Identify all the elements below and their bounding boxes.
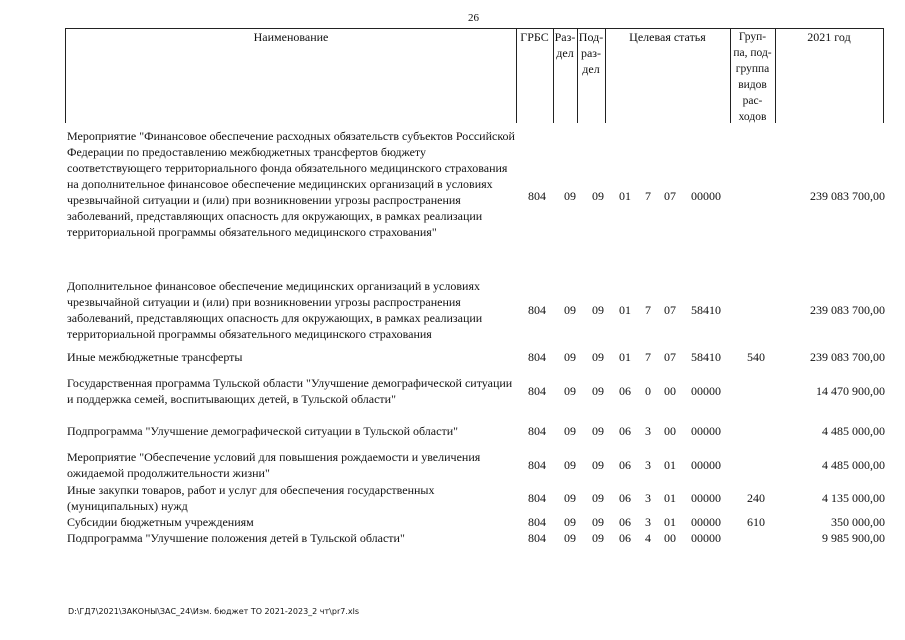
row-pr: 09 [592, 303, 604, 317]
row-t4: 00000 [691, 189, 721, 203]
row-grbs: 804 [528, 515, 546, 529]
row-t4: 00000 [691, 531, 721, 545]
row-t2: 7 [645, 189, 651, 203]
row-t3: 07 [664, 303, 676, 317]
row-t4: 58410 [691, 303, 721, 317]
row-amount: 239 083 700,00 [810, 303, 885, 317]
row-grbs: 804 [528, 491, 546, 505]
row-rz: 09 [564, 531, 576, 545]
row-rz: 09 [564, 350, 576, 364]
row-t2: 3 [645, 424, 651, 438]
row-t2: 3 [645, 491, 651, 505]
row-t2: 3 [645, 458, 651, 472]
row-grbs: 804 [528, 189, 546, 203]
row-t1: 06 [619, 531, 631, 545]
row-rz: 09 [564, 491, 576, 505]
row-t3: 00 [664, 531, 676, 545]
row-amount: 14 470 900,00 [816, 384, 885, 398]
row-grbs: 804 [528, 303, 546, 317]
header-name: Наименование [66, 29, 517, 123]
header-podrazdel: Под- раз- дел [577, 29, 606, 123]
footer-file-path: D:\ГД7\2021\ЗАКОНЫ\ЗАС_24\Изм. бюджет ТО 2021-2023_2 чт\pr7.xls [68, 607, 359, 616]
row-t3: 01 [664, 515, 676, 529]
header-group: Груп- па, под- группа видов рас- ходов [730, 29, 776, 123]
row-amount: 239 083 700,00 [810, 189, 885, 203]
row-pr: 09 [592, 384, 604, 398]
row-amount: 4 485 000,00 [822, 424, 885, 438]
row-t3: 01 [664, 458, 676, 472]
row-name: Иные межбюджетные трансферты [67, 350, 243, 364]
row-rz: 09 [564, 515, 576, 529]
row-t3: 00 [664, 384, 676, 398]
row-name: Иные закупки товаров, работ и услуг для обеспечения государственных (муниципальных) нужд [67, 483, 435, 513]
row-t2: 0 [645, 384, 651, 398]
row-name: Подпрограмма "Улучшение положения детей в Тульской области" [67, 531, 405, 545]
row-t4: 00000 [691, 458, 721, 472]
row-amount: 350 000,00 [831, 515, 885, 529]
row-grbs: 804 [528, 531, 546, 545]
row-t1: 06 [619, 424, 631, 438]
row-t3: 01 [664, 491, 676, 505]
row-t4: 58410 [691, 350, 721, 364]
row-amount: 9 985 900,00 [822, 531, 885, 545]
row-grbs: 804 [528, 350, 546, 364]
row-t1: 06 [619, 384, 631, 398]
row-t2: 7 [645, 350, 651, 364]
row-rz: 09 [564, 303, 576, 317]
table-header [65, 28, 884, 123]
row-t4: 00000 [691, 491, 721, 505]
row-vr: 240 [747, 491, 765, 505]
row-name: Подпрограмма "Улучшение демографической ситуации в Тульской области" [67, 424, 459, 438]
row-rz: 09 [564, 458, 576, 472]
row-t2: 4 [645, 531, 651, 545]
row-t2: 7 [645, 303, 651, 317]
row-t2: 3 [645, 515, 651, 529]
row-t1: 01 [619, 303, 631, 317]
row-t3: 07 [664, 350, 676, 364]
row-pr: 09 [592, 515, 604, 529]
row-amount: 4 135 000,00 [822, 491, 885, 505]
row-t3: 07 [664, 189, 676, 203]
row-name: Государственная программа Тульской области "Улучшение демографической ситуации и поддержка семей, воспитывающих детей, в Тульской области" [67, 376, 513, 406]
row-amount: 239 083 700,00 [810, 350, 885, 364]
row-t1: 06 [619, 515, 631, 529]
row-t3: 00 [664, 424, 676, 438]
row-t1: 06 [619, 491, 631, 505]
row-t4: 00000 [691, 515, 721, 529]
row-vr: 610 [747, 515, 765, 529]
row-t1: 01 [619, 189, 631, 203]
row-vr: 540 [747, 350, 765, 364]
page-number: 26 [468, 12, 479, 24]
row-rz: 09 [564, 189, 576, 203]
row-name: Мероприятие "Обеспечение условий для повышения рождаемости и увеличения ожидаемой продолжительности жизни" [67, 450, 481, 480]
header-year: 2021 год [775, 29, 884, 123]
row-grbs: 804 [528, 424, 546, 438]
header-razdel: Раз- дел [553, 29, 578, 123]
row-t4: 00000 [691, 384, 721, 398]
row-name: Дополнительное финансовое обеспечение медицинских организаций в условиях чрезвычайной ситуации и (или) при возникновении угрозы распространения заболеваний, представляющих опасность для окружающих, в рамках реализации территориальной программы обязательного медицинского страхования [67, 279, 483, 341]
row-pr: 09 [592, 424, 604, 438]
row-name: Субсидии бюджетным учреждениям [67, 515, 254, 529]
row-t4: 00000 [691, 424, 721, 438]
row-pr: 09 [592, 189, 604, 203]
row-pr: 09 [592, 458, 604, 472]
header-target: Целевая статья [605, 29, 731, 123]
row-rz: 09 [564, 424, 576, 438]
row-t1: 06 [619, 458, 631, 472]
row-grbs: 804 [528, 458, 546, 472]
row-rz: 09 [564, 384, 576, 398]
row-pr: 09 [592, 531, 604, 545]
row-amount: 4 485 000,00 [822, 458, 885, 472]
header-grbs: ГРБС [516, 29, 554, 123]
row-grbs: 804 [528, 384, 546, 398]
row-t1: 01 [619, 350, 631, 364]
row-pr: 09 [592, 491, 604, 505]
row-name: Мероприятие "Финансовое обеспечение расходных обязательств субъектов Российской Федерации по предоставлению межбюджетных трансфертов бюджету соответствующего территориального фонда обязательного медицинского страхования на дополнительное финансовое обеспечение медицинских организаций в условиях чрезвычайной ситуации и (или) при возникновении угрозы распространения заболеваний, представляющих опасность для окружающих, в рамках реализации территориальной программы обязательного медицинского страхования" [67, 129, 515, 239]
row-pr: 09 [592, 350, 604, 364]
